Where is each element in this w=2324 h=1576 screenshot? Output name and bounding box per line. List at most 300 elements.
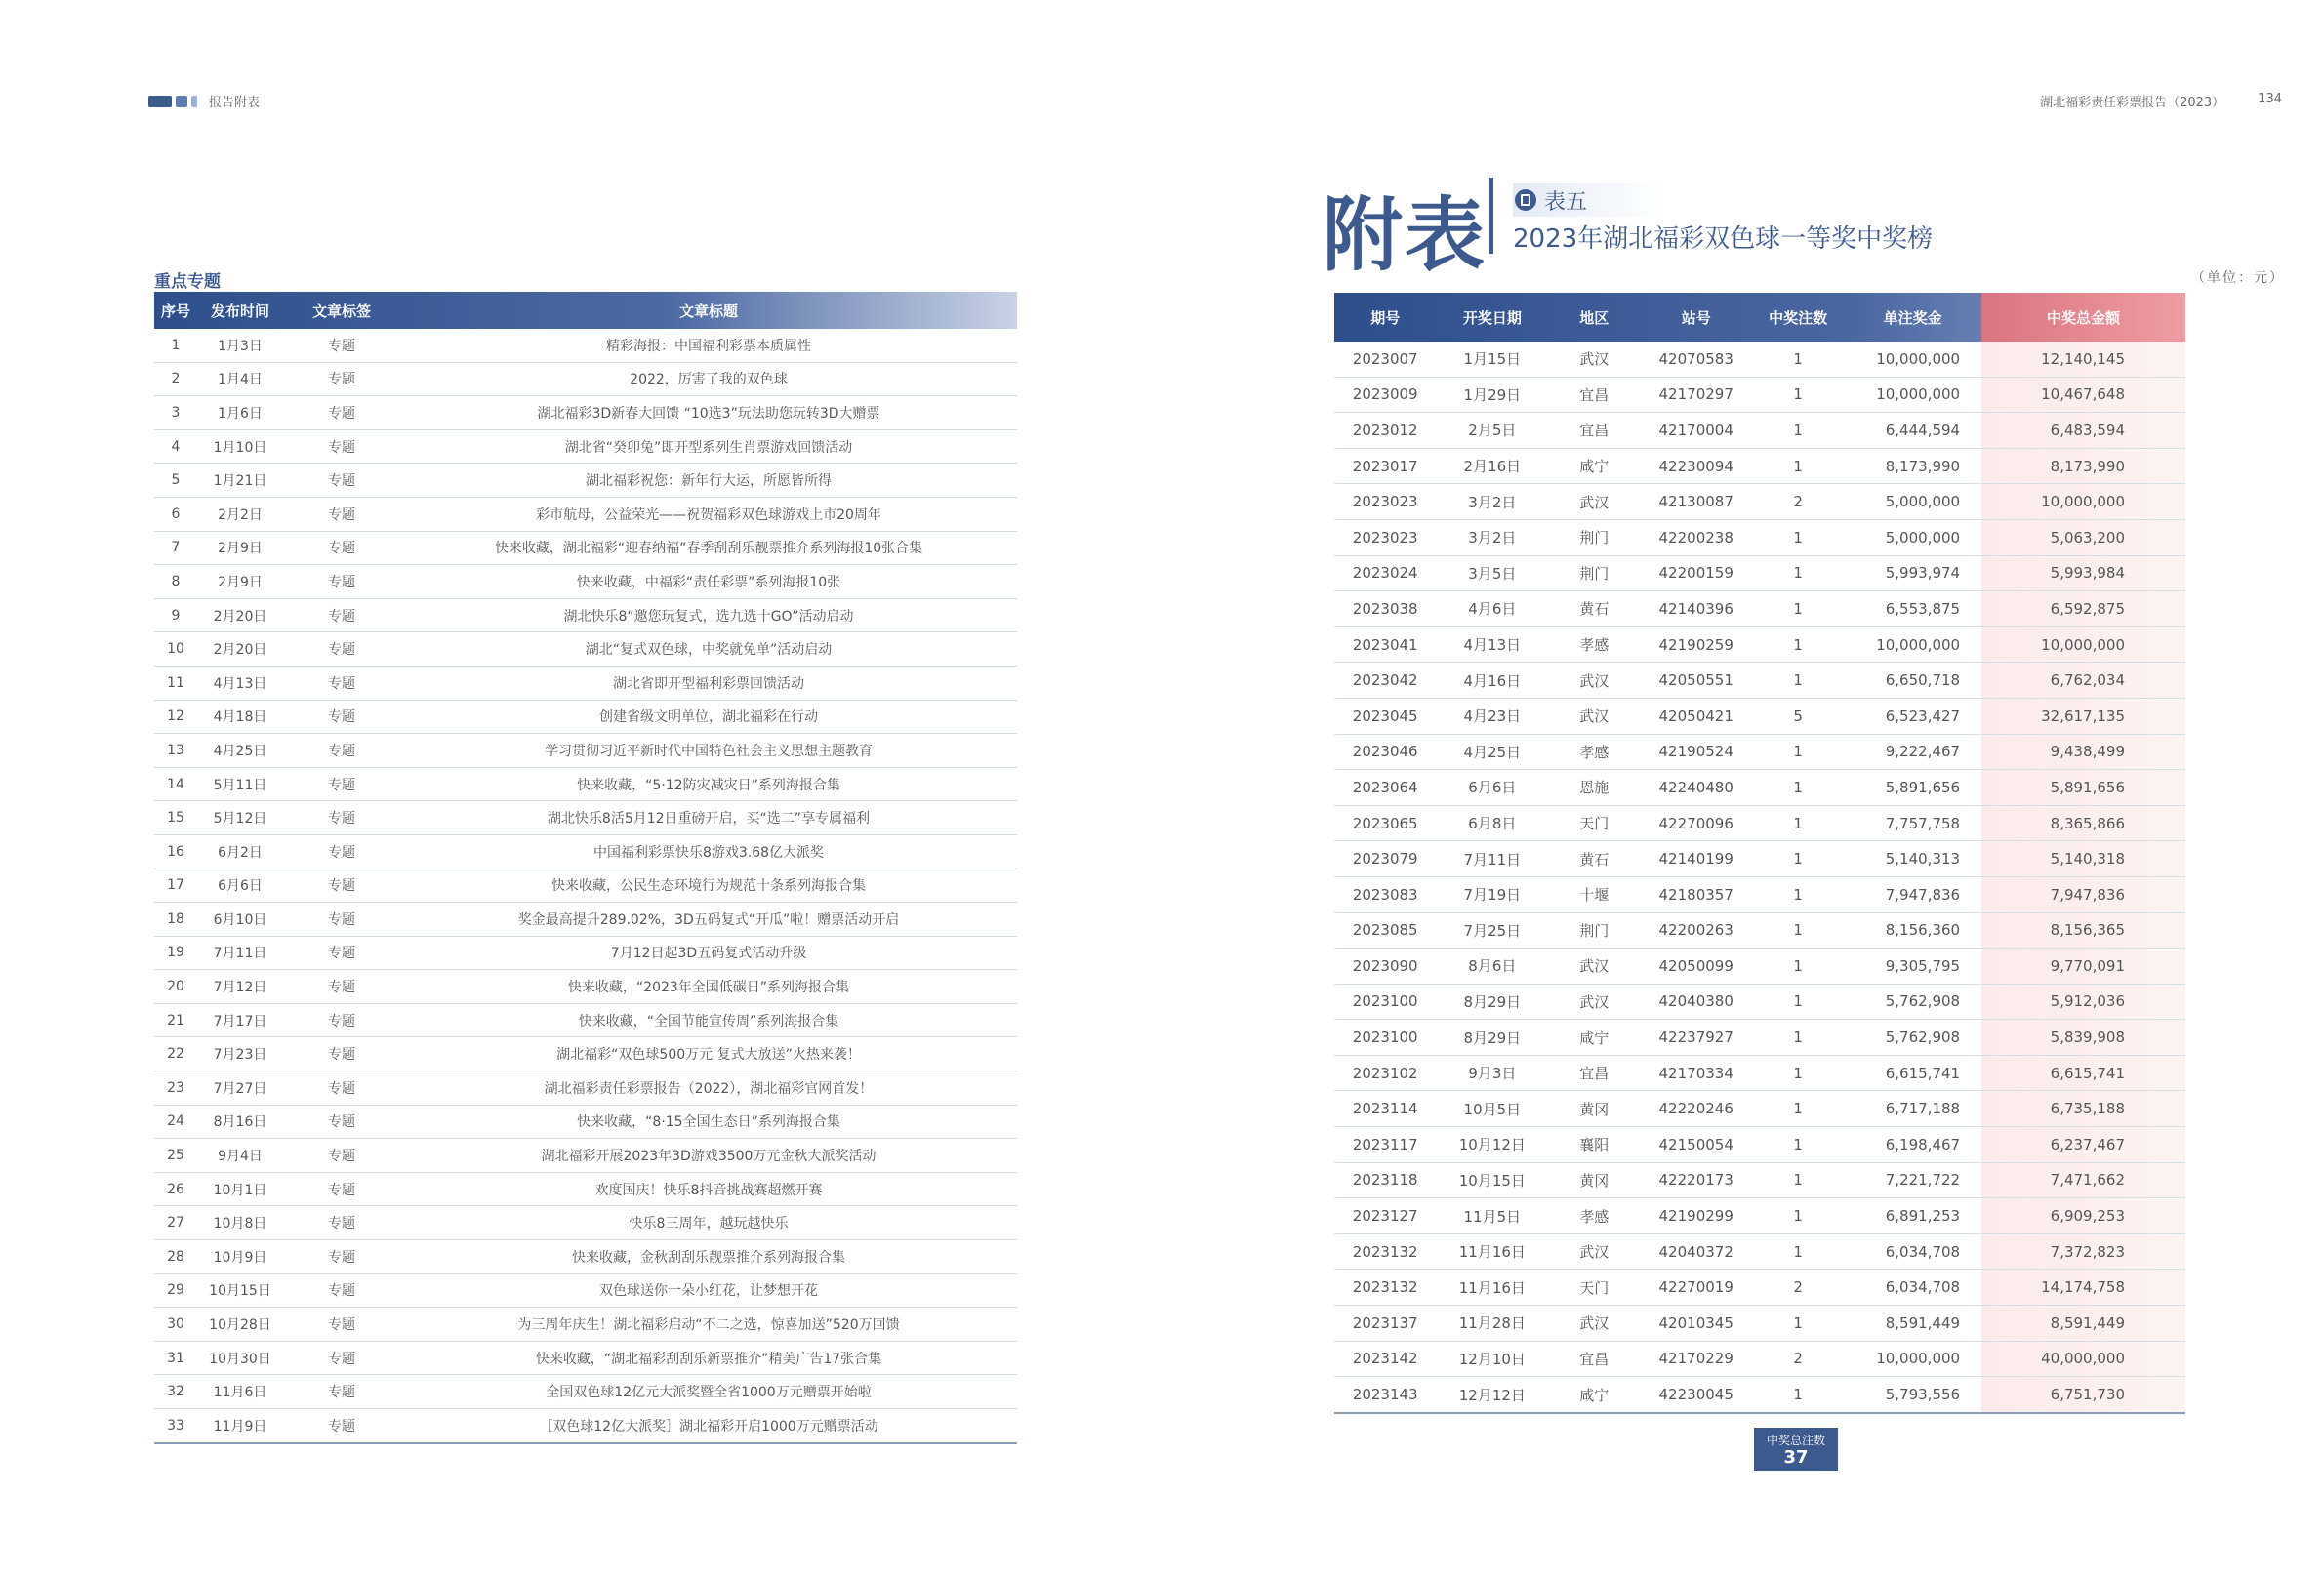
row-count: 1	[1752, 876, 1844, 912]
col-header-tag: 文章标签	[311, 302, 371, 320]
row-number: 14	[154, 767, 197, 801]
table-row	[154, 1308, 1017, 1342]
table-row	[154, 936, 1017, 970]
table-row	[154, 666, 1017, 700]
row-station: 42040372	[1640, 1233, 1752, 1270]
row-region: 恩施	[1548, 770, 1640, 806]
row-region: 武汉	[1548, 484, 1640, 520]
table-row	[1334, 1306, 2185, 1342]
row-single-prize: 6,444,594	[1844, 413, 1981, 449]
row-date: 10月28日	[197, 1308, 283, 1342]
section-title: 重点专题	[154, 272, 221, 292]
row-single-prize: 10,000,000	[1844, 377, 1981, 413]
total-count-badge	[1754, 1428, 1838, 1471]
table-row	[154, 632, 1017, 667]
row-draw-date: 3月2日	[1436, 484, 1548, 520]
row-issue: 2023127	[1334, 1198, 1436, 1234]
table-row	[1334, 448, 2185, 484]
row-issue: 2023102	[1334, 1055, 1436, 1091]
table-row	[1334, 519, 2185, 555]
row-issue: 2023041	[1334, 626, 1436, 663]
table-row	[1334, 984, 2185, 1020]
row-draw-date: 10月12日	[1436, 1127, 1548, 1163]
report-title: 湖北福彩责任彩票报告（2023）	[2040, 96, 2225, 110]
row-single-prize: 10,000,000	[1844, 1341, 1981, 1377]
row-issue: 2023085	[1334, 912, 1436, 949]
total-count-value: 37	[1783, 1447, 1809, 1468]
row-issue: 2023045	[1334, 698, 1436, 734]
row-title: 快来收藏，金秋刮刮乐靓票推介系列海报合集	[400, 1240, 1017, 1274]
row-draw-date: 11月16日	[1436, 1270, 1548, 1306]
row-total-prize: 12,140,145	[1981, 342, 2185, 377]
row-date: 10月8日	[197, 1206, 283, 1240]
row-draw-date: 1月15日	[1436, 342, 1548, 377]
row-tag: 专题	[283, 1409, 400, 1443]
row-number: 24	[154, 1105, 197, 1139]
row-station: 42050099	[1640, 949, 1752, 985]
table-row	[1334, 1198, 2185, 1234]
row-title: 创建省级文明单位，湖北福彩在行动	[400, 700, 1017, 734]
row-station: 42050421	[1640, 698, 1752, 734]
row-draw-date: 7月11日	[1436, 841, 1548, 877]
appendix-heading: 附表	[1323, 188, 1488, 282]
row-total-prize: 7,471,662	[1981, 1162, 2185, 1198]
row-number: 17	[154, 869, 197, 903]
table-row	[154, 1409, 1017, 1443]
table-row	[154, 1206, 1017, 1240]
row-issue: 2023017	[1334, 448, 1436, 484]
row-tag: 专题	[283, 700, 400, 734]
row-title: 快来收藏，“湖北福彩刮刮乐新票推介”精美广告17张合集	[400, 1341, 1017, 1375]
table-row	[154, 362, 1017, 396]
row-number: 15	[154, 801, 197, 835]
row-count: 2	[1752, 1341, 1844, 1377]
col-header-draw-date: 开奖日期	[1462, 308, 1522, 327]
row-title: 彩市航母，公益荣光——祝贺福彩双色球游戏上市20周年	[400, 497, 1017, 531]
row-date: 6月2日	[197, 834, 283, 869]
table-row	[154, 801, 1017, 835]
row-single-prize: 8,591,449	[1844, 1306, 1981, 1342]
row-region: 宜昌	[1548, 1341, 1640, 1377]
row-title: 快来收藏，“全国节能宣传周”系列海报合集	[400, 1003, 1017, 1037]
row-total-prize: 6,762,034	[1981, 663, 2185, 699]
table-row	[154, 1105, 1017, 1139]
row-date: 4月13日	[197, 666, 283, 700]
row-date: 2月2日	[197, 497, 283, 531]
table-row	[1334, 663, 2185, 699]
table-title: 2023年湖北福彩双色球一等奖中奖榜	[1513, 224, 1934, 254]
table-row	[1334, 1055, 2185, 1091]
table-row	[154, 497, 1017, 531]
row-draw-date: 8月29日	[1436, 984, 1548, 1020]
row-total-prize: 6,735,188	[1981, 1091, 2185, 1127]
row-number: 8	[154, 565, 197, 599]
table-row	[1334, 805, 2185, 841]
row-tag: 专题	[283, 632, 400, 667]
row-total-prize: 10,000,000	[1981, 484, 2185, 520]
row-region: 武汉	[1548, 342, 1640, 377]
table-row	[1334, 1377, 2185, 1413]
row-title: 快来收藏，中福彩“责任彩票”系列海报10张	[400, 565, 1017, 599]
row-draw-date: 6月8日	[1436, 805, 1548, 841]
row-number: 25	[154, 1139, 197, 1173]
row-number: 19	[154, 936, 197, 970]
row-number: 7	[154, 531, 197, 565]
row-number: 3	[154, 396, 197, 430]
row-draw-date: 3月5日	[1436, 555, 1548, 591]
col-header-date: 发布时间	[210, 302, 269, 320]
row-issue: 2023100	[1334, 1020, 1436, 1056]
row-tag: 专题	[283, 396, 400, 430]
row-station: 42070583	[1640, 342, 1752, 377]
row-date: 2月9日	[197, 565, 283, 599]
row-date: 1月21日	[197, 464, 283, 498]
row-station: 42230045	[1640, 1377, 1752, 1413]
row-title: 为三周年庆生！湖北福彩启动“不二之选，惊喜加送”520万回馈	[400, 1308, 1017, 1342]
row-date: 5月11日	[197, 767, 283, 801]
row-region: 荆门	[1548, 912, 1640, 949]
table-row	[1334, 912, 2185, 949]
row-number: 4	[154, 429, 197, 464]
row-title: 湖北福彩责任彩票报告（2022），湖北福彩官网首发！	[400, 1071, 1017, 1106]
table-row	[154, 565, 1017, 599]
row-single-prize: 9,222,467	[1844, 734, 1981, 770]
right-running-header	[2040, 92, 2282, 110]
row-title: 快来收藏，公民生态环境行为规范十条系列海报合集	[400, 869, 1017, 903]
table-tag	[1513, 183, 1661, 217]
row-total-prize: 5,839,908	[1981, 1020, 2185, 1056]
row-station: 42170334	[1640, 1055, 1752, 1091]
row-date: 6月6日	[197, 869, 283, 903]
row-single-prize: 6,034,708	[1844, 1270, 1981, 1306]
row-tag: 专题	[283, 834, 400, 869]
row-number: 31	[154, 1341, 197, 1375]
row-total-prize: 5,912,036	[1981, 984, 2185, 1020]
row-region: 武汉	[1548, 698, 1640, 734]
row-total-prize: 9,770,091	[1981, 949, 2185, 985]
row-number: 11	[154, 666, 197, 700]
unit-note: （单位：元）	[2191, 270, 2285, 286]
row-date: 7月27日	[197, 1071, 283, 1106]
table-row	[1334, 377, 2185, 413]
row-single-prize: 10,000,000	[1844, 626, 1981, 663]
row-total-prize: 6,615,741	[1981, 1055, 2185, 1091]
row-single-prize: 5,140,313	[1844, 841, 1981, 877]
row-region: 孝感	[1548, 626, 1640, 663]
table-row	[1334, 949, 2185, 985]
row-single-prize: 7,947,836	[1844, 876, 1981, 912]
row-title: 欢度国庆！快乐8抖音挑战赛超燃开赛	[400, 1172, 1017, 1206]
col-header-count: 中奖注数	[1769, 308, 1828, 327]
row-tag: 专题	[283, 970, 400, 1004]
row-region: 荆门	[1548, 555, 1640, 591]
row-single-prize: 5,993,974	[1844, 555, 1981, 591]
row-draw-date: 10月15日	[1436, 1162, 1548, 1198]
row-station: 42180357	[1640, 876, 1752, 912]
row-region: 武汉	[1548, 984, 1640, 1020]
row-title: 湖北快乐8“邀您玩复式，选九选十GO”活动启动	[400, 598, 1017, 632]
row-date: 2月9日	[197, 531, 283, 565]
row-tag: 专题	[283, 1105, 400, 1139]
row-count: 1	[1752, 413, 1844, 449]
row-region: 宜昌	[1548, 377, 1640, 413]
table-row	[154, 970, 1017, 1004]
row-single-prize: 7,757,758	[1844, 805, 1981, 841]
row-single-prize: 6,891,253	[1844, 1198, 1981, 1234]
row-station: 42140199	[1640, 841, 1752, 877]
row-region: 十堰	[1548, 876, 1640, 912]
row-issue: 2023012	[1334, 413, 1436, 449]
row-count: 1	[1752, 591, 1844, 627]
row-number: 29	[154, 1273, 197, 1308]
row-region: 孝感	[1548, 734, 1640, 770]
col-header-region: 地区	[1579, 308, 1610, 327]
row-station: 42150054	[1640, 1127, 1752, 1163]
row-total-prize: 6,592,875	[1981, 591, 2185, 627]
row-date: 7月12日	[197, 970, 283, 1004]
table-row	[1334, 1162, 2185, 1198]
row-count: 1	[1752, 519, 1844, 555]
row-region: 黄石	[1548, 841, 1640, 877]
row-single-prize: 10,000,000	[1844, 342, 1981, 377]
row-title: 精彩海报：中国福利彩票本质属性	[400, 329, 1017, 362]
row-total-prize: 9,438,499	[1981, 734, 2185, 770]
row-single-prize: 8,173,990	[1844, 448, 1981, 484]
row-tag: 专题	[283, 1341, 400, 1375]
row-date: 10月9日	[197, 1240, 283, 1274]
row-draw-date: 6月6日	[1436, 770, 1548, 806]
row-draw-date: 4月23日	[1436, 698, 1548, 734]
table-row	[1334, 1127, 2185, 1163]
row-draw-date: 12月12日	[1436, 1377, 1548, 1413]
row-count: 1	[1752, 1162, 1844, 1198]
row-total-prize: 8,173,990	[1981, 448, 2185, 484]
row-issue: 2023023	[1334, 484, 1436, 520]
table-row	[1334, 841, 2185, 877]
row-number: 27	[154, 1206, 197, 1240]
row-single-prize: 6,553,875	[1844, 591, 1981, 627]
row-tag: 专题	[283, 1003, 400, 1037]
row-issue: 2023100	[1334, 984, 1436, 1020]
row-number: 5	[154, 464, 197, 498]
table-row	[154, 869, 1017, 903]
row-total-prize: 7,372,823	[1981, 1233, 2185, 1270]
row-tag: 专题	[283, 1139, 400, 1173]
row-draw-date: 7月19日	[1436, 876, 1548, 912]
row-total-prize: 6,483,594	[1981, 413, 2185, 449]
row-tag: 专题	[283, 497, 400, 531]
table-row	[154, 734, 1017, 768]
row-date: 1月6日	[197, 396, 283, 430]
row-region: 天门	[1548, 805, 1640, 841]
row-tag: 专题	[283, 1273, 400, 1308]
row-count: 1	[1752, 1055, 1844, 1091]
row-title: ［双色球12亿大派奖］湖北福彩开启1000万元赠票活动	[400, 1409, 1017, 1443]
row-title: 7月12日起3D五码复式活动升级	[400, 936, 1017, 970]
row-total-prize: 8,365,866	[1981, 805, 2185, 841]
row-draw-date: 4月25日	[1436, 734, 1548, 770]
winners-table-header	[1334, 293, 2185, 342]
row-draw-date: 4月13日	[1436, 626, 1548, 663]
row-tag: 专题	[283, 329, 400, 362]
row-count: 1	[1752, 912, 1844, 949]
topics-table	[154, 292, 1017, 1444]
row-issue: 2023083	[1334, 876, 1436, 912]
row-number: 28	[154, 1240, 197, 1274]
row-tag: 专题	[283, 1071, 400, 1106]
row-region: 宜昌	[1548, 1055, 1640, 1091]
table-row	[154, 531, 1017, 565]
row-title: 快来收藏，“8·15全国生态日”系列海报合集	[400, 1105, 1017, 1139]
row-draw-date: 8月6日	[1436, 949, 1548, 985]
table-row	[1334, 342, 2185, 377]
row-issue: 2023046	[1334, 734, 1436, 770]
table-row	[154, 834, 1017, 869]
row-station: 42230094	[1640, 448, 1752, 484]
table-row	[154, 329, 1017, 362]
row-total-prize: 14,174,758	[1981, 1270, 2185, 1306]
row-title: 奖金最高提升289.02%，3D五码复式“开瓜”啦！赠票活动开启	[400, 903, 1017, 937]
row-station: 42200159	[1640, 555, 1752, 591]
row-region: 孝感	[1548, 1198, 1640, 1234]
table-row	[1334, 770, 2185, 806]
table-row	[154, 1341, 1017, 1375]
row-date: 10月30日	[197, 1341, 283, 1375]
table-row	[1334, 734, 2185, 770]
row-issue: 2023114	[1334, 1091, 1436, 1127]
row-title: 湖北省即开型福利彩票回馈活动	[400, 666, 1017, 700]
row-single-prize: 5,762,908	[1844, 984, 1981, 1020]
total-count-label: 中奖总注数	[1766, 1434, 1825, 1447]
table-row	[154, 598, 1017, 632]
row-total-prize: 6,751,730	[1981, 1377, 2185, 1413]
row-title: 湖北省“癸卯兔”即开型系列生肖票游戏回馈活动	[400, 429, 1017, 464]
row-number: 18	[154, 903, 197, 937]
row-count: 1	[1752, 841, 1844, 877]
row-station: 42170297	[1640, 377, 1752, 413]
row-region: 咸宁	[1548, 1020, 1640, 1056]
row-title: 全国双色球12亿元大派奖暨全省1000万元赠票开始啦	[400, 1375, 1017, 1409]
row-count: 1	[1752, 342, 1844, 377]
col-header-title: 文章标题	[678, 302, 738, 320]
table-row	[154, 464, 1017, 498]
row-number: 1	[154, 329, 197, 362]
row-tag: 专题	[283, 903, 400, 937]
row-draw-date: 10月5日	[1436, 1091, 1548, 1127]
row-draw-date: 11月28日	[1436, 1306, 1548, 1342]
row-date: 1月4日	[197, 362, 283, 396]
row-region: 荆门	[1548, 519, 1640, 555]
table-row	[1334, 626, 2185, 663]
row-tag: 专题	[283, 429, 400, 464]
row-single-prize: 6,198,467	[1844, 1127, 1981, 1163]
col-header-single-prize: 单注奖金	[1883, 308, 1942, 327]
row-station: 42200238	[1640, 519, 1752, 555]
row-count: 1	[1752, 448, 1844, 484]
row-title: 湖北快乐8活5月12日重磅开启，买“选二”享专属福利	[400, 801, 1017, 835]
row-date: 2月20日	[197, 632, 283, 667]
row-region: 黄石	[1548, 591, 1640, 627]
row-count: 1	[1752, 1198, 1844, 1234]
row-number: 33	[154, 1409, 197, 1443]
row-total-prize: 8,156,365	[1981, 912, 2185, 949]
row-total-prize: 5,891,656	[1981, 770, 2185, 806]
row-tag: 专题	[283, 1240, 400, 1274]
row-tag: 专题	[283, 734, 400, 768]
row-count: 1	[1752, 949, 1844, 985]
row-region: 宜昌	[1548, 413, 1640, 449]
table-row	[154, 1375, 1017, 1409]
row-single-prize: 6,034,708	[1844, 1233, 1981, 1270]
row-date: 5月12日	[197, 801, 283, 835]
row-total-prize: 10,000,000	[1981, 626, 2185, 663]
row-date: 2月20日	[197, 598, 283, 632]
table-row	[154, 700, 1017, 734]
row-date: 10月1日	[197, 1172, 283, 1206]
row-date: 1月10日	[197, 429, 283, 464]
table-row	[154, 903, 1017, 937]
row-title: 2022，厉害了我的双色球	[400, 362, 1017, 396]
row-title: 湖北“复式双色球，中奖就免单”活动启动	[400, 632, 1017, 667]
row-draw-date: 2月5日	[1436, 413, 1548, 449]
row-station: 42190524	[1640, 734, 1752, 770]
row-single-prize: 5,891,656	[1844, 770, 1981, 806]
row-tag: 专题	[283, 1308, 400, 1342]
header-blocks-icon	[148, 96, 197, 107]
row-region: 黄冈	[1548, 1091, 1640, 1127]
row-date: 7月17日	[197, 1003, 283, 1037]
row-count: 1	[1752, 1306, 1844, 1342]
row-number: 21	[154, 1003, 197, 1037]
row-issue: 2023079	[1334, 841, 1436, 877]
col-header-station: 站号	[1681, 308, 1711, 327]
table-tag-label: 表五	[1544, 189, 1588, 215]
table-row	[154, 1139, 1017, 1173]
row-date: 4月18日	[197, 700, 283, 734]
table-row	[154, 767, 1017, 801]
row-number: 32	[154, 1375, 197, 1409]
row-total-prize: 5,140,318	[1981, 841, 2185, 877]
row-issue: 2023064	[1334, 770, 1436, 806]
row-station: 42270019	[1640, 1270, 1752, 1306]
row-date: 8月16日	[197, 1105, 283, 1139]
row-draw-date: 9月3日	[1436, 1055, 1548, 1091]
row-single-prize: 5,793,556	[1844, 1377, 1981, 1413]
row-tag: 专题	[283, 666, 400, 700]
row-tag: 专题	[283, 598, 400, 632]
row-station: 42040380	[1640, 984, 1752, 1020]
row-issue: 2023038	[1334, 591, 1436, 627]
row-tag: 专题	[283, 869, 400, 903]
row-draw-date: 11月16日	[1436, 1233, 1548, 1270]
row-tag: 专题	[283, 531, 400, 565]
row-draw-date: 7月25日	[1436, 912, 1548, 949]
row-station: 42050551	[1640, 663, 1752, 699]
title-divider	[1489, 178, 1493, 254]
row-count: 1	[1752, 1377, 1844, 1413]
row-number: 30	[154, 1308, 197, 1342]
row-tag: 专题	[283, 464, 400, 498]
row-issue: 2023009	[1334, 377, 1436, 413]
row-count: 1	[1752, 734, 1844, 770]
row-date: 7月23日	[197, 1037, 283, 1071]
row-date: 7月11日	[197, 936, 283, 970]
row-count: 1	[1752, 1233, 1844, 1270]
row-count: 2	[1752, 1270, 1844, 1306]
row-issue: 2023007	[1334, 342, 1436, 377]
row-number: 6	[154, 497, 197, 531]
row-single-prize: 8,156,360	[1844, 912, 1981, 949]
